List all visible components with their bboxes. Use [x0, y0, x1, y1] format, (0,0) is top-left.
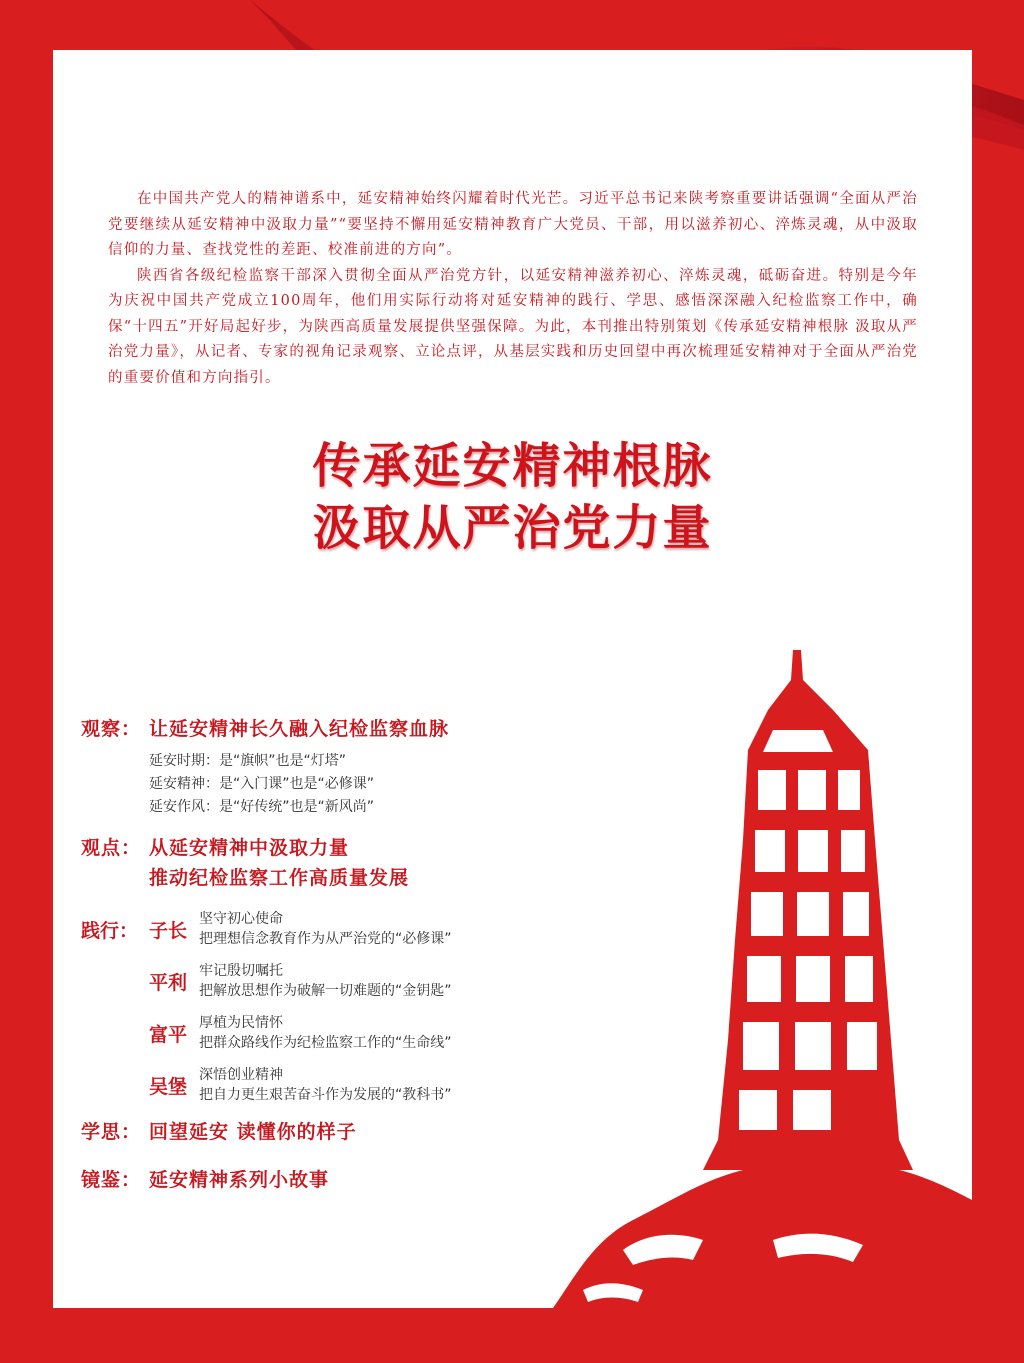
practice-3-line-1: 厚植为民情怀 — [199, 1015, 283, 1031]
viewpoint-label: 观点： — [81, 837, 142, 859]
pagoda-tower-illustration — [473, 640, 972, 1308]
observe-title: 让延安精神长久融入纪检监察血脉 — [149, 718, 450, 740]
practice-3-line-2: 把群众路线作为纪检监察工作的“生命线” — [199, 1035, 452, 1051]
viewpoint-title-2: 推动纪检监察工作高质量发展 — [149, 867, 410, 889]
practice-4-line-1: 深悟创业精神 — [199, 1067, 283, 1083]
study-title: 回望延安 读懂你的样子 — [149, 1121, 357, 1143]
observe-line-2: 延安精神：是“入门课”也是“必修课” — [149, 776, 375, 792]
mirror-label: 镜鉴： — [81, 1169, 142, 1191]
practice-2-line-2: 把解放思想作为破解一切难题的“金钥匙” — [199, 983, 452, 999]
contents-list — [81, 714, 452, 1195]
page-frame — [53, 50, 972, 1308]
intro-paragraph-2: 陕西省各级纪检监察干部深入贯彻全面从严治党方针，以延安精神滋养初心、淬炼灵魂，砥砺奋进。特别是今年为庆祝中国共产党成立100周年，他们用实际行动将对延安精神的践行、学思、感悟深深融入纪检监察工作中，确保“十四五”开好局起好步，为陕西高质量发展提供坚强保障。为此，本刊推出特别策划《传承延安精神根脉 汲取从严治党力量》，从记者、专家的视角记录观察、立论点评，从基层实践和历史回望中再次梳理延安精神对于全面从严治党的重要价值和方向指引。 — [108, 267, 918, 386]
headline-line-2: 汲取从严治党力量 — [312, 500, 713, 556]
intro-text — [108, 187, 918, 391]
practice-name-2: 平利 — [149, 971, 188, 994]
practice-4-line-2: 把自力更生艰苦奋斗作为发展的“教科书” — [199, 1087, 452, 1103]
section-mirror — [81, 1165, 452, 1195]
section-viewpoint — [81, 833, 452, 893]
section-study — [81, 1117, 452, 1147]
study-label: 学思： — [81, 1121, 142, 1143]
practice-label: 践行： — [81, 919, 139, 942]
observe-label: 观察： — [81, 718, 142, 740]
practice-1-line-1: 坚守初心使命 — [199, 911, 283, 927]
viewpoint-title-1: 从延安精神中汲取力量 — [149, 837, 350, 859]
observe-line-3: 延安作风：是“好传统”也是“新风尚” — [149, 799, 375, 815]
mirror-title: 延安精神系列小故事 — [149, 1169, 330, 1191]
practice-name-4: 吴堡 — [149, 1075, 188, 1098]
practice-1-line-2: 把理想信念教育作为从严治党的“必修课” — [199, 931, 452, 947]
practice-name-1: 子长 — [149, 919, 188, 942]
observe-line-1: 延安时期：是“旗帜”也是“灯塔” — [149, 753, 347, 769]
headline — [53, 435, 972, 559]
intro-paragraph-1: 在中国共产党人的精神谱系中，延安精神始终闪耀着时代光芒。习近平总书记来陕考察重要讲话强调“全面从严治党要继续从延安精神中汲取力量”“要坚持不懈用延安精神教育广大党员、干部，用以滋养初心、淬炼灵魂，从中汲取信仰的力量、查找党性的差距、校准前进的方向”。 — [108, 191, 918, 258]
practice-2-line-1: 牢记殷切嘱托 — [199, 963, 283, 979]
section-observe — [81, 714, 452, 819]
headline-line-1: 传承延安精神根脉 — [312, 438, 713, 494]
section-practice — [81, 909, 452, 1105]
practice-name-3: 富平 — [149, 1023, 188, 1046]
